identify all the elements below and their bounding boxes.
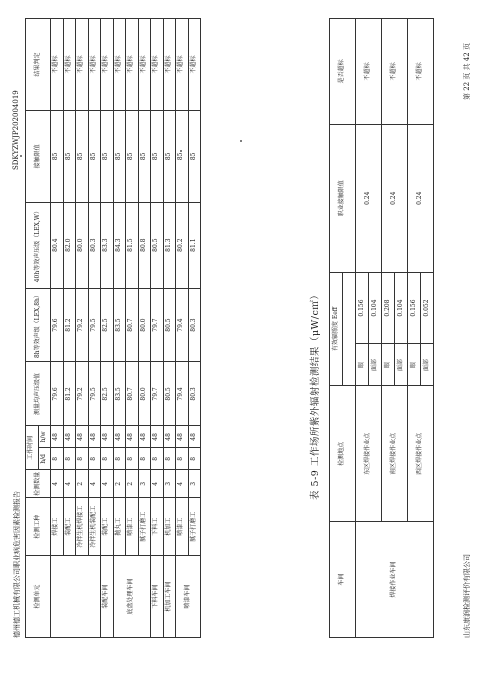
- cell-limit: 85: [76, 110, 89, 202]
- cell-limit: 85: [151, 110, 164, 202]
- cell-hw: 48: [138, 426, 151, 448]
- footer-company: 山东康润检测评价有限公司: [463, 554, 471, 638]
- col-header-eeff: 有效辐照度 Eeff: [330, 272, 343, 386]
- cell-hd: 8: [51, 448, 64, 470]
- cell-count: 4: [176, 470, 189, 498]
- col-header-8h: 8h等效声级（LEX,8h）: [26, 288, 51, 362]
- col-header-count: 检测数量: [26, 470, 51, 498]
- table-row: [151, 19, 164, 638]
- cell-result: 不超标: [113, 19, 126, 111]
- table-row: [188, 19, 201, 638]
- report-number: SDKYZWJP202004019: [12, 90, 20, 170]
- cell-40h: 81.5: [126, 202, 139, 288]
- cell-job: 抛丸工: [113, 498, 126, 556]
- cell-40h: 80.5: [151, 202, 164, 288]
- cell-eeff: 0.208: [382, 272, 395, 344]
- cell-hd: 8: [126, 448, 139, 470]
- cell-hw: 48: [176, 426, 189, 448]
- cell-hd: 8: [76, 448, 89, 470]
- cell-limit: 0.24: [382, 124, 408, 272]
- col-header-result: 是否超标: [330, 19, 356, 125]
- cell-limit: 85: [126, 110, 139, 202]
- cell-8h: 80.3: [188, 288, 201, 362]
- cell-result: 不超标: [88, 19, 101, 111]
- cell-area: [51, 556, 101, 638]
- cell-measured: 81.2: [63, 362, 76, 426]
- cell-part: 面部: [369, 344, 382, 386]
- col-header-limit: 接触限值: [26, 110, 51, 202]
- cell-count: 3: [138, 470, 151, 498]
- cell-hw: 48: [63, 426, 76, 448]
- cell-hw: 48: [188, 426, 201, 448]
- cell-count: 3: [188, 470, 201, 498]
- cell-job: 装配工: [63, 498, 76, 556]
- cell-count: 4: [51, 470, 64, 498]
- cell-measured: 80.5: [163, 362, 176, 426]
- cell-40h: 84.3: [113, 202, 126, 288]
- cell-job: 装配工: [101, 498, 114, 556]
- cell-measured: 83.5: [113, 362, 126, 426]
- cell-hd: 8: [176, 448, 189, 470]
- cell-limit: 85: [163, 110, 176, 202]
- table-row: [163, 19, 176, 638]
- cell-40h: 80.3: [88, 202, 101, 288]
- cell-count: 3: [163, 470, 176, 498]
- cell-area: 下料车间: [151, 556, 164, 638]
- cell-location: 南区焊接作业点: [382, 386, 408, 522]
- cell-8h: 83.5: [113, 288, 126, 362]
- cell-40h: 81.1: [188, 202, 201, 288]
- cell-eeff: 0.104: [395, 272, 408, 344]
- cell-job: 机加工: [163, 498, 176, 556]
- cell-eeff: 0.156: [408, 272, 421, 344]
- cell-eeff: 0.104: [369, 272, 382, 344]
- cell-part: 面部: [421, 344, 434, 386]
- cell-8h: 80.0: [138, 288, 151, 362]
- cell-hw: 48: [113, 426, 126, 448]
- cell-result: 不超标: [101, 19, 114, 111]
- table-row: [51, 19, 64, 638]
- cell-part: 眼: [356, 344, 369, 386]
- cell-limit: 85: [101, 110, 114, 202]
- cell-job: 下料工: [151, 498, 164, 556]
- col-header-location: 检测地点: [330, 386, 356, 522]
- cell-limit: 85: [88, 110, 101, 202]
- report-header-title: 德州德工机械有限公司职业病危害因素检测报告: [13, 491, 21, 638]
- cell-40h: 83.3: [101, 202, 114, 288]
- cell-count: 2: [113, 470, 126, 498]
- cell-8h: 79.6: [51, 288, 64, 362]
- cell-hd: 8: [88, 448, 101, 470]
- cell-area: 机加工车间: [163, 556, 176, 638]
- uv-table: [329, 18, 434, 638]
- cell-measured: 80.7: [126, 362, 139, 426]
- cell-count: 4: [63, 470, 76, 498]
- cell-limit: 85: [51, 110, 64, 202]
- cell-result: 不超标: [382, 19, 408, 125]
- cell-8h: 81.2: [63, 288, 76, 362]
- cell-measured: 79.7: [151, 362, 164, 426]
- cell-40h: 80.4: [51, 202, 64, 288]
- cell-job: 焊接工: [51, 498, 64, 556]
- cell-job: 冷拌生机装配工: [88, 498, 101, 556]
- col-header-hd: h/d: [38, 448, 51, 470]
- table-row: [356, 19, 369, 638]
- cell-job: 腻子打磨工: [138, 498, 151, 556]
- cell-limit: 85: [176, 110, 189, 202]
- cell-hd: 8: [101, 448, 114, 470]
- cell-8h: 79.4: [176, 288, 189, 362]
- cell-count: 2: [126, 470, 139, 498]
- cell-8h: 82.5: [101, 288, 114, 362]
- cell-measured: 79.6: [51, 362, 64, 426]
- cell-result: 不超标: [51, 19, 64, 111]
- cell-eeff: 0.156: [356, 272, 369, 344]
- cell-hd: 8: [63, 448, 76, 470]
- cell-hd: 8: [151, 448, 164, 470]
- cell-part: 眼: [408, 344, 421, 386]
- cell-result: 不超标: [163, 19, 176, 111]
- cell-hd: 8: [163, 448, 176, 470]
- col-header-40h: 40h等效声压级（LEX,W）: [26, 202, 51, 288]
- cell-count: 4: [88, 470, 101, 498]
- cell-limit: 0.24: [356, 124, 382, 272]
- table-row: [126, 19, 139, 638]
- cell-limit: 85: [138, 110, 151, 202]
- cell-40h: 81.3: [163, 202, 176, 288]
- cell-hw: 48: [76, 426, 89, 448]
- cell-result: 不超标: [408, 19, 434, 125]
- cell-8h: 79.5: [88, 288, 101, 362]
- cell-area: 喷漆车间: [176, 556, 201, 638]
- table-row: [101, 19, 114, 638]
- cell-job: 冷拌生机焊接工: [76, 498, 89, 556]
- cell-location: 东区焊接作业点: [356, 386, 382, 522]
- cell-8h: 80.7: [126, 288, 139, 362]
- cell-8h: 79.2: [76, 288, 89, 362]
- cell-40h: 82.0: [63, 202, 76, 288]
- table-row: [63, 19, 76, 638]
- cell-hw: 48: [88, 426, 101, 448]
- cell-8h: 80.5: [163, 288, 176, 362]
- cell-hw: 48: [51, 426, 64, 448]
- cell-area: 装配车间: [101, 556, 114, 638]
- cell-count: 2: [76, 470, 89, 498]
- cell-hw: 48: [126, 426, 139, 448]
- cell-count: 4: [101, 470, 114, 498]
- cell-result: 不超标: [188, 19, 201, 111]
- cell-limit: 85: [113, 110, 126, 202]
- cell-job: 喷漆工: [126, 498, 139, 556]
- cell-eeff: 0.052: [421, 272, 434, 344]
- cell-measured: 79.2: [76, 362, 89, 426]
- cell-hd: 8: [138, 448, 151, 470]
- cell-limit: 0.24: [408, 124, 434, 272]
- cell-count: 4: [151, 470, 164, 498]
- table-row: [176, 19, 189, 638]
- col-header-result: 结果判定: [26, 19, 51, 111]
- cell-result: 不超标: [356, 19, 382, 125]
- cell-40h: 80.0: [76, 202, 89, 288]
- cell-limit: 85: [188, 110, 201, 202]
- cell-hw: 48: [151, 426, 164, 448]
- col-header-work-time: 工作时间: [26, 426, 39, 470]
- cell-hw: 48: [163, 426, 176, 448]
- cell-job: 喷漆工: [176, 498, 189, 556]
- table-row: [138, 19, 151, 638]
- cell-workshop: 焊接作业车间: [356, 522, 434, 638]
- cell-measured: 79.5: [88, 362, 101, 426]
- cell-result: 不超标: [76, 19, 89, 111]
- cell-result: 不超标: [63, 19, 76, 111]
- cell-result: 不超标: [176, 19, 189, 111]
- cell-part: 面部: [395, 344, 408, 386]
- col-header-workshop: 车间: [330, 522, 356, 638]
- noise-table: [25, 18, 201, 638]
- cell-40h: 80.8: [138, 202, 151, 288]
- col-header-measured: 测量均声压级值: [26, 362, 51, 426]
- page-number: 第 22 页 共 42 页: [463, 43, 471, 100]
- cell-measured: 80.3: [188, 362, 201, 426]
- cell-limit: 85: [63, 110, 76, 202]
- header-spacer: [343, 272, 356, 386]
- cell-result: 不超标: [138, 19, 151, 111]
- cell-area: 底盘处理车间: [113, 556, 151, 638]
- table-row: [76, 19, 89, 638]
- col-header-hw: h/w: [38, 426, 51, 448]
- cell-hd: 8: [188, 448, 201, 470]
- table-row: [113, 19, 126, 638]
- col-header-area: 检测单元: [26, 556, 51, 638]
- table-caption: 表 5-9 工作场所紫外辐射检测结果（μW/c㎡）: [310, 289, 321, 500]
- cell-result: 不超标: [151, 19, 164, 111]
- cell-part: 眼: [382, 344, 395, 386]
- table-row: [88, 19, 101, 638]
- cell-hw: 48: [101, 426, 114, 448]
- cell-measured: 82.5: [101, 362, 114, 426]
- cell-location: 西区焊接作业点: [408, 386, 434, 522]
- cell-40h: 80.2: [176, 202, 189, 288]
- col-header-limit: 职业接触限值: [330, 124, 356, 272]
- col-header-job: 检测工种: [26, 498, 51, 556]
- cell-8h: 79.7: [151, 288, 164, 362]
- cell-hd: 8: [113, 448, 126, 470]
- cell-measured: 80.0: [138, 362, 151, 426]
- cell-job: 腻子打磨工: [188, 498, 201, 556]
- cell-result: 不超标: [126, 19, 139, 111]
- cell-measured: 79.4: [176, 362, 189, 426]
